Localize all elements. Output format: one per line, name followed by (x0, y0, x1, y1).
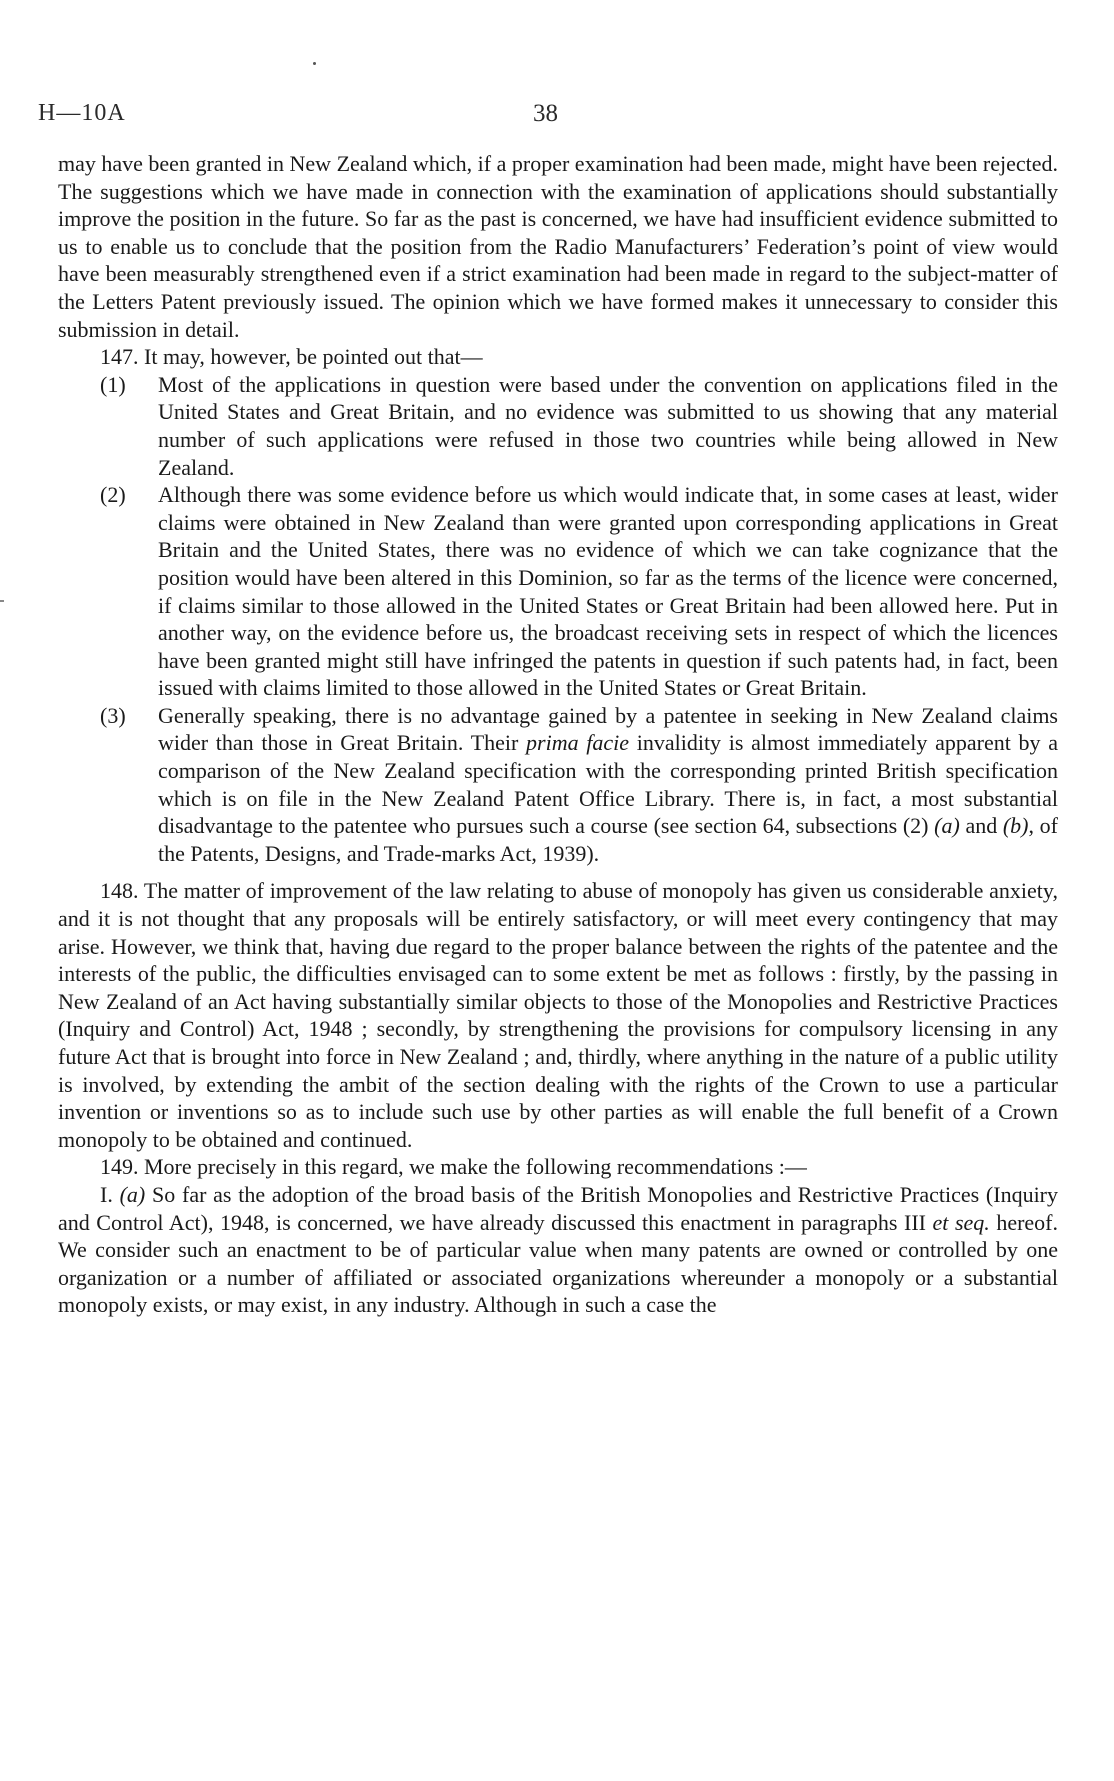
paragraph-149: 149. More precisely in this regard, we make the following recommendations :— (100, 1154, 807, 1180)
list-item (58, 481, 1058, 702)
document-reference: H—10A (38, 100, 126, 126)
document-body (58, 150, 1058, 1319)
list-item-number: (3) (100, 702, 126, 728)
list-item-text: Generally speaking, there is no advantage gained by a patentee in seeking in New Zealand claims wider than those in Great Britain. Their prima facie invalidity is almost immediately apparent by a comparison of the New Zealand specification with the corresponding printed British specification which is on file in the New Zealand Patent Office Library. There is, in fact, a most substantial disadvantage to the patentee who pursues such a course (see section 64, subsections (2) (a) and (b), of the Patents, Designs, and Trade-marks Act, 1939). (158, 702, 1058, 866)
list-item-number: (2) (100, 482, 126, 508)
list-item (58, 371, 1058, 481)
list-item-text: Although there was some evidence before us which would indicate that, in some cases at least, wider claims were obtained in New Zealand than were granted upon corresponding applications in Great Britain and the United States, there was no evidence of which we can take cognizance that the position would have been altered in this Dominion, so far as the terms of the licence were concerned, if claims similar to those allowed in the United States or Great Britain had been allowed here. Put in another way, on the evidence before us, the broadcast receiving sets in respect of which the licences have been granted might still have infringed the patents in question if such patents had, in fact, been issued with claims limited to those allowed in the United States or Great Britain. (158, 482, 1058, 701)
speck-mark (313, 62, 316, 65)
margin-mark (0, 600, 4, 602)
recommendation-1: I. (a) So far as the adoption of the broad basis of the British Monopolies and Restrictive Practices (Inquiry and Control Act), 1948, is concerned, we have already discussed this enactment in paragraphs III et seq. hereof. We consider such an enactment to be of particular value when many patents are owned or controlled by one organization or a number of affiliated or associated organizations whereunder a monopoly or a substantial monopoly exists, or may exist, in any industry. Although in such a case the (58, 1181, 1059, 1318)
paragraph-147: 147. It may, however, be pointed out that— (100, 344, 483, 370)
paragraph-148: 148. The matter of improvement of the law relating to abuse of monopoly has given us considerable anxiety, and it is not thought that any proposals will be entirely satisfactory, or will meet every contingency that may arise. However, we think that, having due regard to the proper balance between the rights of the patentee and the interests of the public, the difficulties envisaged can to some extent be met as follows : firstly, by the passing in New Zealand of an Act having substantially similar objects to those of the Monopolies and Restrictive Practices (Inquiry and Control) Act, 1948 ; secondly, by strengthening the provisions for compulsory licensing in any future Act that is brought into force in New Zealand ; and, thirdly, where anything in the nature of a public utility is involved, by extending the ambit of the section dealing with the rights of the Crown to use a particular invention or inventions so as to include such use by other parties as will enable the full benefit of a Crown monopoly to be obtained and continued. (58, 878, 1058, 1152)
list-item-number: (1) (100, 371, 126, 397)
list-item (58, 702, 1058, 868)
page-number: 38 (533, 100, 558, 127)
paragraph-continuation: may have been granted in New Zealand which, if a proper examination had been made, might have been rejected. The suggestions which we have made in connection with the examination of applications should substantially improve the position in the future. So far as the past is concerned, we have had insufficient evidence submitted to us to enable us to conclude that the position from the Radio Manufacturers’ Federation’s point of view would have been measurably strengthened even if a strict examination had been made in regard to the subject-matter of the Letters Patent previously issued. The opinion which we have formed makes it unnecessary to consider this submission in detail. (58, 151, 1058, 342)
page-header (38, 100, 1038, 132)
list-item-text: Most of the applications in question were based under the convention on applications filed in the United States and Great Britain, and no evidence was submitted to us showing that any material number of such applications were refused in those two countries while being allowed in New Zealand. (158, 371, 1058, 480)
